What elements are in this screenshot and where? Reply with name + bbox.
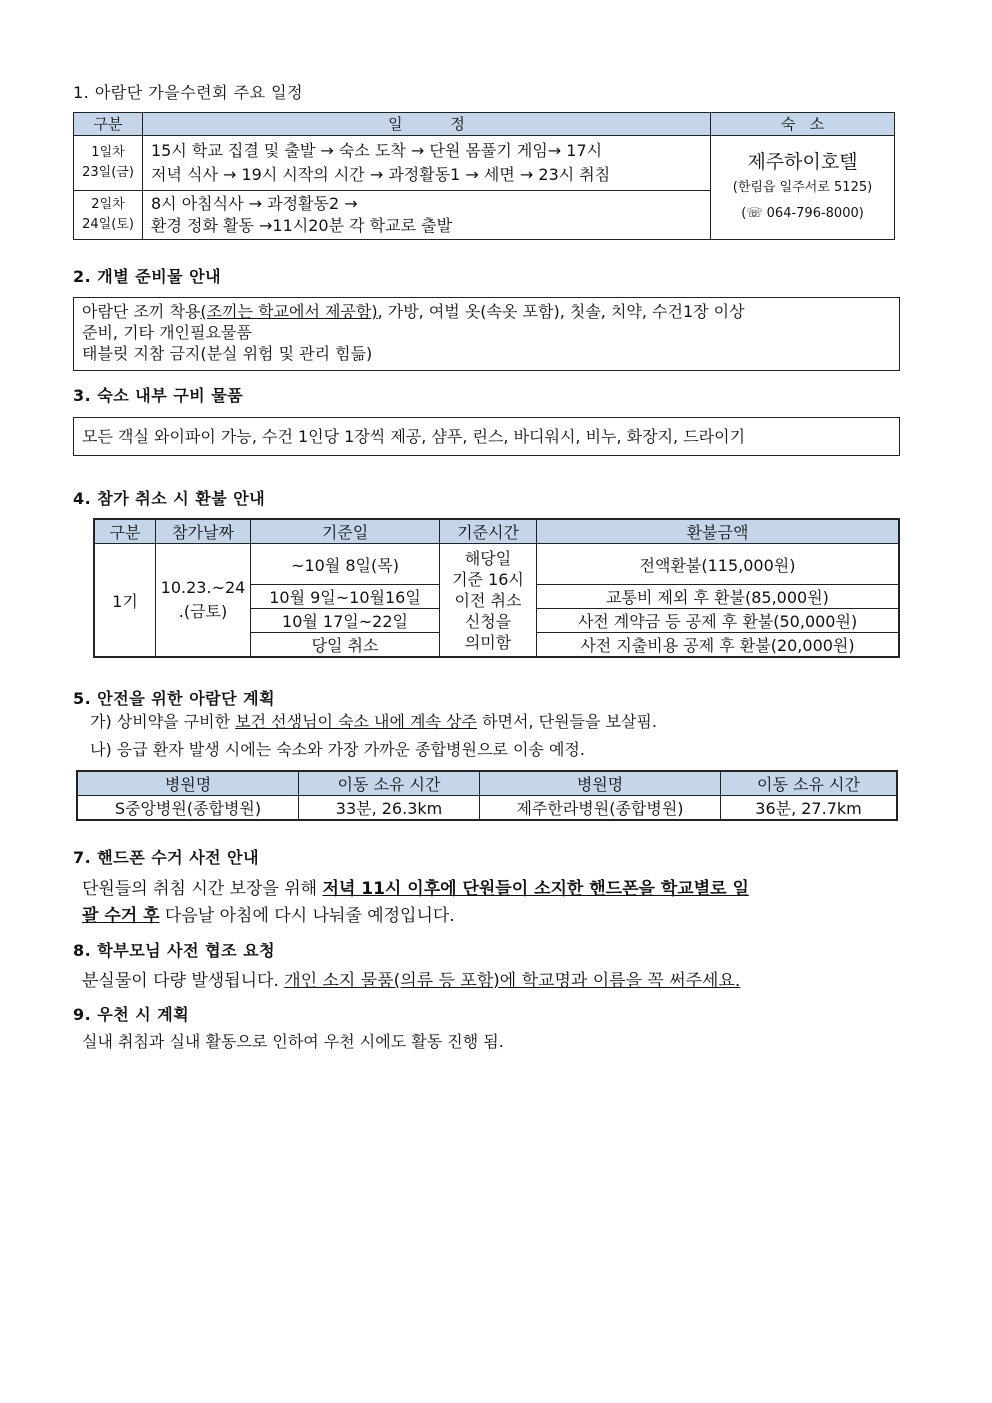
amenities-text: 모든 객실 와이파이 가능, 수건 1인당 1장씩 제공, 샴푸, 린스, 바디워시, 비누, 화장지, 드라이기 [82, 427, 746, 446]
safety-a-underline: 보건 선생님이 숙소 내에 계속 상주 [235, 712, 477, 731]
schedule-header-schedule: 일 정 [143, 113, 711, 136]
day1-date: 23일(금) [82, 165, 134, 180]
phone-line-2 [82, 901, 455, 926]
refund-time-line1: 해당일 [464, 548, 512, 568]
refund-header-time: 기준시간 [440, 519, 537, 544]
hospital-header-name-1: 병원명 [77, 771, 299, 796]
phone-line-1 [82, 874, 749, 899]
safety-a-pre: 가) 상비약을 구비한 [90, 712, 236, 731]
refund-period-4: 당일 취소 [251, 633, 440, 658]
refund-table [93, 518, 900, 658]
refund-header-row [94, 519, 899, 544]
section-7-title: 7. 핸드폰 수거 사전 안내 [73, 848, 260, 867]
hotel-name: 제주하이호텔 [747, 150, 858, 173]
refund-date-cell [156, 544, 251, 658]
parent-line [82, 966, 740, 991]
refund-date-line1: 10.23.~24 [160, 578, 246, 597]
schedule-header-division: 구분 [74, 113, 143, 136]
day2-cell [74, 191, 143, 240]
refund-amount-1: 전액환불(115,000원) [537, 544, 900, 585]
section-1-title: 1. 아람단 가을수련회 주요 일정 [73, 83, 304, 102]
parent-pre: 분실물이 다량 발생됩니다. [82, 971, 285, 991]
refund-amount-3: 사전 계약금 등 공제 후 환불(50,000원) [537, 609, 900, 633]
day2-schedule [143, 191, 711, 240]
hospital-header-row [77, 771, 897, 796]
schedule-header-row [74, 113, 895, 136]
section-8-title: 8. 학부모님 사전 협조 요청 [73, 941, 276, 960]
day2-line1: 8시 아침식사 → 과정활동2 → [151, 194, 358, 213]
refund-amount-2: 교통비 제외 후 환불(85,000원) [537, 585, 900, 609]
hotel-phone: (☏ 064-796-8000) [741, 205, 864, 221]
hospital-name-1: S중앙병원(종합병원) [77, 796, 299, 821]
day2-line2: 환경 정화 활동 →11시20분 각 학교로 출발 [151, 216, 453, 235]
hospital-name-2: 제주한라병원(종합병원) [480, 796, 721, 821]
refund-header-amount: 환불금액 [537, 519, 900, 544]
phone-post: 다음날 아침에 다시 나눠줄 예정입니다. [159, 906, 455, 926]
hospital-header-name-2: 병원명 [480, 771, 721, 796]
refund-date-line2: .(금토) [178, 602, 228, 621]
section-4-title: 4. 참가 취소 시 환불 안내 [73, 489, 266, 508]
hospital-time-1: 33분, 26.3km [299, 796, 480, 821]
day1-schedule [143, 136, 711, 191]
safety-a-post: 하면서, 단원들을 보살핌. [476, 712, 657, 731]
schedule-header-lodging: 숙 소 [711, 113, 895, 136]
supplies-items: , 가방, 여벌 옷(속옷 포함), 칫솔, 치약, 수건1장 이상 [377, 302, 745, 321]
hospital-header-time-2: 이동 소유 시간 [721, 771, 898, 796]
supplies-line1 [82, 301, 891, 322]
refund-period-2: 10월 9일~10월16일 [251, 585, 440, 609]
section-2-title: 2. 개별 준비물 안내 [73, 267, 222, 286]
hotel-address: (한림읍 일주서로 5125) [732, 179, 873, 195]
refund-time-line2: 기준 16시 [452, 569, 524, 589]
supplies-line2: 준비, 기타 개인필요물품 [82, 323, 252, 342]
hospital-header-time-1: 이동 소유 시간 [299, 771, 480, 796]
safety-line-b: 나) 응급 환자 발생 시에는 숙소와 가장 가까운 종합병원으로 이송 예정. [90, 740, 585, 759]
section-3-title: 3. 숙소 내부 구비 물품 [73, 386, 244, 405]
day1-label: 1일차 [91, 145, 125, 160]
refund-time-line3: 이전 취소 [454, 590, 522, 610]
supplies-vest: 아람단 조끼 착용 [82, 302, 201, 321]
supplies-box [73, 297, 900, 371]
day1-line2: 저녁 식사 → 19시 시작의 시간 → 과정활동1 → 세면 → 23시 취침 [151, 165, 611, 184]
refund-header-date: 참가날짜 [156, 519, 251, 544]
hospital-row [77, 796, 897, 821]
refund-period-3: 10월 17일~22일 [251, 609, 440, 633]
parent-underline: 개인 소지 물품(의류 등 포함)에 학교명과 이름을 꼭 써주세요. [284, 971, 741, 991]
day2-date: 24일(토) [82, 217, 134, 232]
refund-time-line4: 신청을 [464, 611, 512, 631]
refund-period-1: ~10월 8일(목) [251, 544, 440, 585]
hospital-time-2: 36분, 27.7km [721, 796, 898, 821]
refund-time-cell [440, 544, 537, 658]
refund-header-period: 기준일 [251, 519, 440, 544]
schedule-row-day1 [74, 136, 895, 191]
hotel-cell [711, 136, 895, 240]
refund-time-line5: 의미함 [464, 632, 512, 652]
section-5-title: 5. 안전을 위한 아람단 계획 [73, 689, 276, 708]
day2-label: 2일차 [91, 197, 125, 212]
supplies-vest-note: (조끼는 학교에서 제공함) [200, 302, 378, 321]
phone-underline-1: 저녁 11시 이후에 단원들이 소지한 핸드폰을 학교별로 일 [322, 879, 749, 899]
amenities-box [73, 417, 900, 456]
safety-line-a [90, 709, 657, 732]
rain-line: 실내 취침과 실내 활동으로 인하여 우천 시에도 활동 진행 됨. [82, 1032, 504, 1051]
refund-amount-4: 사전 지출비용 공제 후 환불(20,000원) [537, 633, 900, 658]
phone-underline-2: 괄 수거 후 [82, 906, 160, 926]
refund-group: 1기 [94, 544, 156, 658]
phone-pre: 단원들의 취침 시간 보장을 위해 [82, 879, 323, 899]
refund-header-division: 구분 [94, 519, 156, 544]
hospital-table [76, 770, 898, 821]
section-9-title: 9. 우천 시 계획 [73, 1005, 190, 1024]
schedule-table [73, 112, 895, 240]
supplies-line3: 태블릿 지참 금지(분실 위험 및 관리 힘듦) [82, 344, 373, 363]
day1-line1: 15시 학교 집결 및 출발 → 숙소 도착 → 단원 몸풀기 게임→ 17시 [151, 141, 603, 160]
day1-cell [74, 136, 143, 191]
